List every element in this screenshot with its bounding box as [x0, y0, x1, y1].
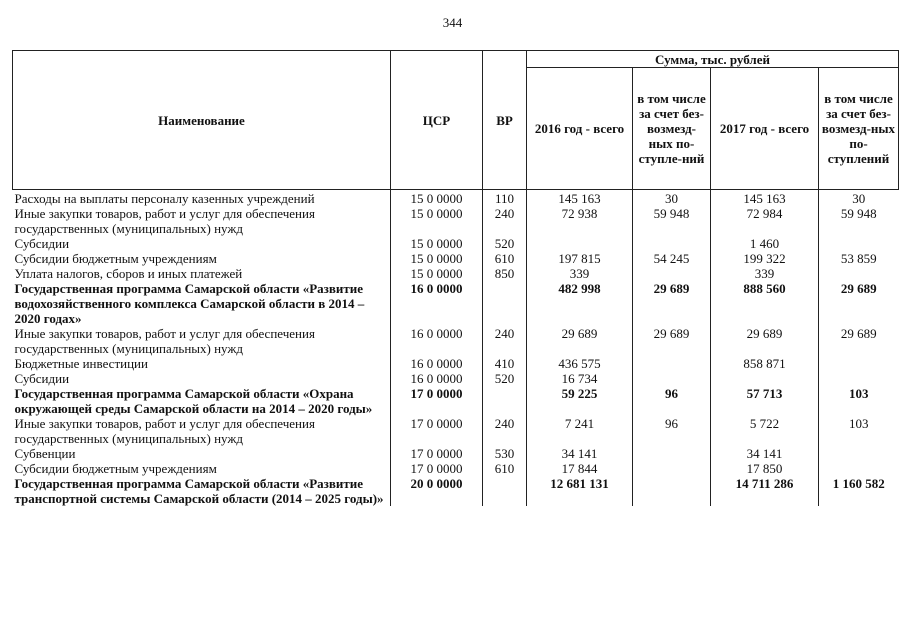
table-row [13, 356, 899, 371]
row-2017-free [819, 356, 899, 371]
header-csr: ЦСР [391, 51, 483, 190]
row-2017-total: 5 722 [711, 416, 819, 446]
row-2017-total: 72 984 [711, 206, 819, 236]
row-2016-total: 339 [527, 266, 633, 281]
row-name: Субсидии бюджетным учреждениям [14, 251, 217, 266]
row-vr [483, 281, 527, 326]
row-2016-free: 30 [633, 190, 711, 207]
table-row [13, 266, 899, 281]
row-name: Государственная программа Самарской области «Развитие транспортной системы Самарской области (2014 – 2025 годы)» [14, 476, 384, 506]
row-2016-free: 29 689 [633, 326, 711, 356]
row-csr: 17 0 0000 [391, 416, 483, 446]
table-row [13, 476, 899, 506]
row-2016-free: 96 [633, 416, 711, 446]
row-2017-free: 59 948 [819, 206, 899, 236]
row-2017-free: 30 [819, 190, 899, 207]
row-vr [483, 386, 527, 416]
row-vr [483, 476, 527, 506]
row-2016-total: 34 141 [527, 446, 633, 461]
header-sum-group: Сумма, тыс. рублей [527, 51, 899, 68]
header-2017-free: в том числе за счет без-возмезд-ных по-ступлений [819, 68, 899, 190]
table-row [13, 461, 899, 476]
row-2016-free: 96 [633, 386, 711, 416]
table-row [13, 281, 899, 326]
row-csr: 15 0 0000 [391, 190, 483, 207]
row-2017-total: 14 711 286 [711, 476, 819, 506]
table-row [13, 446, 899, 461]
budget-table [12, 50, 899, 506]
row-2016-free [633, 356, 711, 371]
table-row [13, 190, 899, 207]
row-name: Бюджетные инвестиции [14, 356, 148, 371]
header-2016-total: 2016 год - всего [527, 68, 633, 190]
header-2017-total: 2017 год - всего [711, 68, 819, 190]
row-2016-free [633, 236, 711, 251]
row-2016-total: 7 241 [527, 416, 633, 446]
row-2016-total: 17 844 [527, 461, 633, 476]
row-2017-free: 103 [819, 386, 899, 416]
table-row [13, 386, 899, 416]
row-2016-total: 29 689 [527, 326, 633, 356]
table-row [13, 326, 899, 356]
header-name: Наименование [13, 51, 391, 190]
row-2016-free [633, 266, 711, 281]
table-row [13, 206, 899, 236]
row-2016-total: 197 815 [527, 251, 633, 266]
row-name: Субсидии [14, 371, 70, 386]
row-2016-total: 16 734 [527, 371, 633, 386]
row-csr: 16 0 0000 [391, 356, 483, 371]
row-2016-free [633, 461, 711, 476]
row-2016-total: 72 938 [527, 206, 633, 236]
row-2017-free [819, 461, 899, 476]
row-2016-total: 12 681 131 [527, 476, 633, 506]
row-2017-free: 29 689 [819, 326, 899, 356]
row-2017-free [819, 236, 899, 251]
table-row [13, 236, 899, 251]
row-2016-free: 29 689 [633, 281, 711, 326]
row-2016-free: 54 245 [633, 251, 711, 266]
row-csr: 15 0 0000 [391, 206, 483, 236]
row-2016-total: 145 163 [527, 190, 633, 207]
row-csr: 17 0 0000 [391, 446, 483, 461]
row-csr: 16 0 0000 [391, 371, 483, 386]
row-2017-free: 53 859 [819, 251, 899, 266]
row-vr: 610 [483, 461, 527, 476]
row-2017-free [819, 266, 899, 281]
row-csr: 20 0 0000 [391, 476, 483, 506]
row-2017-total: 858 871 [711, 356, 819, 371]
row-csr: 15 0 0000 [391, 266, 483, 281]
row-2016-free [633, 476, 711, 506]
row-name: Субвенции [14, 446, 76, 461]
row-vr: 240 [483, 206, 527, 236]
row-2017-total: 888 560 [711, 281, 819, 326]
row-2017-free [819, 446, 899, 461]
row-vr: 520 [483, 371, 527, 386]
row-2017-total: 1 460 [711, 236, 819, 251]
table-row [13, 416, 899, 446]
row-2017-free: 1 160 582 [819, 476, 899, 506]
row-csr: 15 0 0000 [391, 251, 483, 266]
row-name: Расходы на выплаты персоналу казенных учреждений [14, 191, 315, 206]
row-2016-total: 482 998 [527, 281, 633, 326]
row-csr: 17 0 0000 [391, 386, 483, 416]
table-row [13, 251, 899, 266]
row-2017-total: 145 163 [711, 190, 819, 207]
row-name: Государственная программа Самарской области «Охрана окружающей среды Самарской области на 2014 – 2020 годы» [14, 386, 373, 416]
row-2017-free [819, 371, 899, 386]
row-2017-total: 17 850 [711, 461, 819, 476]
page-number: 344 [442, 15, 463, 30]
row-2017-total: 34 141 [711, 446, 819, 461]
row-name: Иные закупки товаров, работ и услуг для обеспечения государственных (муниципальных) нужд [14, 206, 315, 236]
row-csr: 17 0 0000 [391, 461, 483, 476]
row-name: Государственная программа Самарской области «Развитие водохозяйственного комплекса Самарской области в 2014 – 2020 годах» [14, 281, 365, 326]
row-2017-total: 57 713 [711, 386, 819, 416]
row-name: Иные закупки товаров, работ и услуг для обеспечения государственных (муниципальных) нужд [14, 416, 315, 446]
row-csr: 16 0 0000 [391, 281, 483, 326]
table-row [13, 371, 899, 386]
row-2016-free: 59 948 [633, 206, 711, 236]
row-2016-total [527, 236, 633, 251]
row-vr: 240 [483, 326, 527, 356]
row-2017-total: 29 689 [711, 326, 819, 356]
row-2016-total: 59 225 [527, 386, 633, 416]
row-csr: 15 0 0000 [391, 236, 483, 251]
header-vr: ВР [483, 51, 527, 190]
row-2016-free [633, 371, 711, 386]
row-name: Уплата налогов, сборов и иных платежей [14, 266, 243, 281]
row-2017-total: 199 322 [711, 251, 819, 266]
row-vr: 410 [483, 356, 527, 371]
row-vr: 530 [483, 446, 527, 461]
header-2016-free: в том числе за счет без-возмезд-ных по-ступле-ний [633, 68, 711, 190]
row-2017-free: 29 689 [819, 281, 899, 326]
row-vr: 610 [483, 251, 527, 266]
row-vr: 110 [483, 190, 527, 207]
row-vr: 240 [483, 416, 527, 446]
row-2017-total [711, 371, 819, 386]
row-name: Иные закупки товаров, работ и услуг для обеспечения государственных (муниципальных) нужд [14, 326, 315, 356]
row-csr: 16 0 0000 [391, 326, 483, 356]
row-vr: 850 [483, 266, 527, 281]
row-2016-free [633, 446, 711, 461]
row-vr: 520 [483, 236, 527, 251]
row-2017-total: 339 [711, 266, 819, 281]
table-body [13, 190, 899, 507]
row-name: Субсидии [14, 236, 70, 251]
row-2016-total: 436 575 [527, 356, 633, 371]
row-name: Субсидии бюджетным учреждениям [14, 461, 217, 476]
row-2017-free: 103 [819, 416, 899, 446]
